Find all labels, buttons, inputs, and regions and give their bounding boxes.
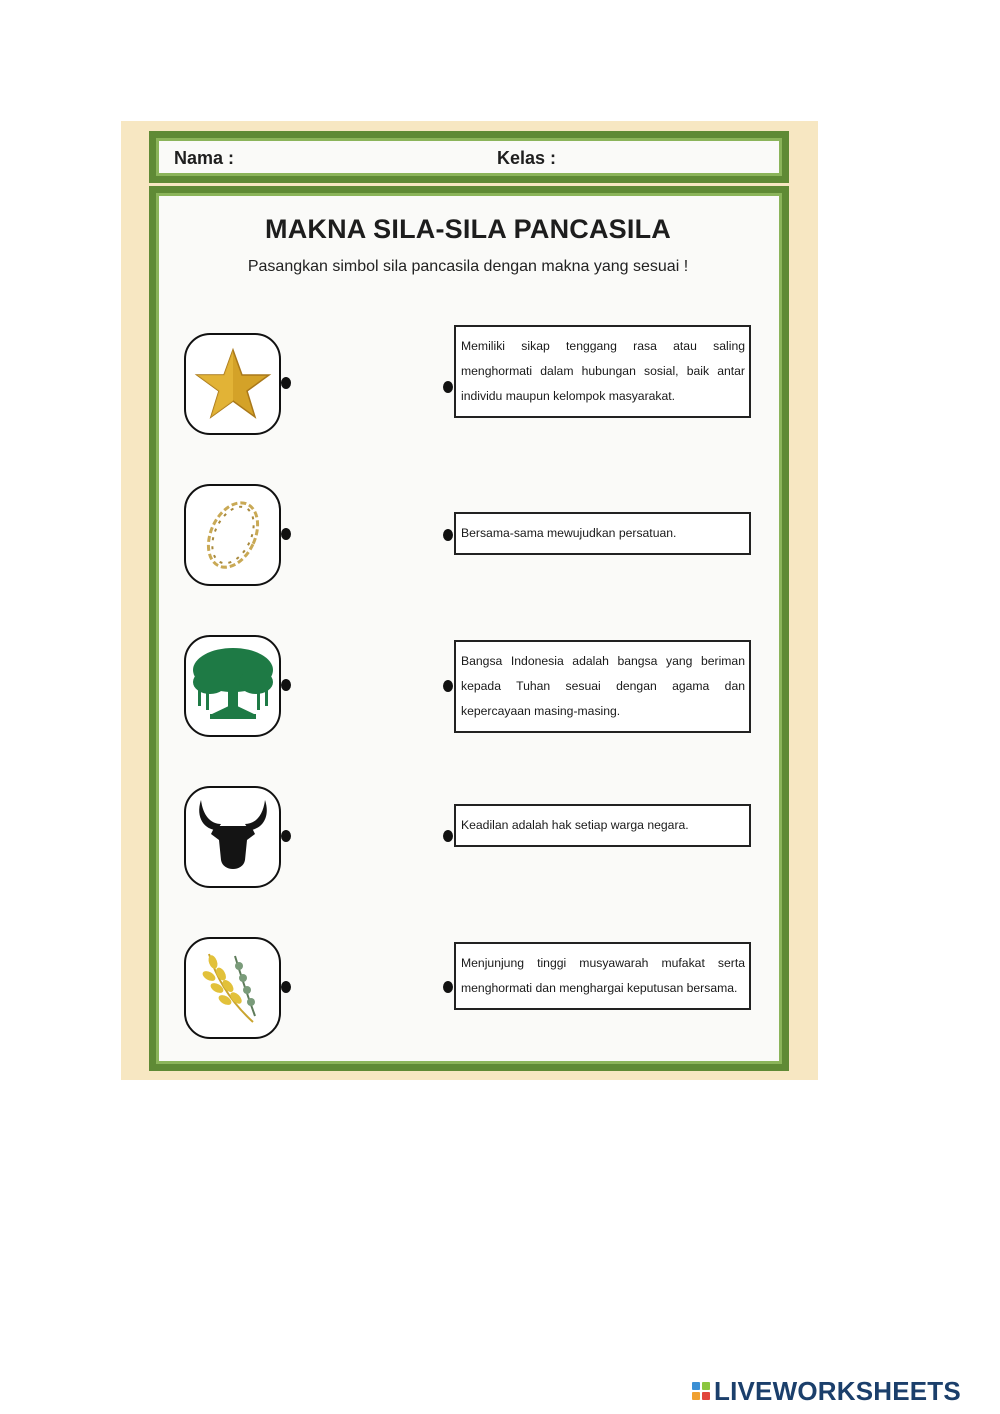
meaning-box-2: Bersama-sama mewujudkan persatuan. xyxy=(454,512,751,555)
instructions: Pasangkan simbol sila pancasila dengan makna yang sesuai ! xyxy=(247,258,689,275)
header-frame xyxy=(149,131,789,183)
symbol-connector-dot-1[interactable] xyxy=(281,377,291,389)
meaning-box-5: Menjunjung tinggi musyawarah mufakat serta menghormati dan menghargai keputusan bersama. xyxy=(454,942,751,1010)
symbol-card-bull-head xyxy=(184,786,281,888)
symbol-card-chain xyxy=(184,484,281,586)
meaning-connector-dot-5[interactable] xyxy=(443,981,453,993)
meaning-box-1: Memiliki sikap tenggang rasa atau saling menghormati dalam hubungan sosial, baik antar individu maupun kelompok masyarakat. xyxy=(454,325,751,418)
meaning-connector-dot-1[interactable] xyxy=(443,381,453,393)
bull-head-icon xyxy=(195,796,271,878)
symbol-connector-dot-5[interactable] xyxy=(281,981,291,993)
logo-text: LIVEWORKSHEETS xyxy=(714,1375,961,1406)
symbol-connector-dot-4[interactable] xyxy=(281,830,291,842)
star-icon xyxy=(193,344,273,424)
symbol-card-rice-cotton xyxy=(184,937,281,1039)
rice-cotton-icon xyxy=(195,946,271,1030)
meaning-connector-dot-4[interactable] xyxy=(443,830,453,842)
meaning-box-3: Bangsa Indonesia adalah bangsa yang beriman kepada Tuhan sesuai dengan agama dan kepercayaan masing-masing. xyxy=(454,640,751,733)
symbol-connector-dot-2[interactable] xyxy=(281,528,291,540)
class-label: Kelas : xyxy=(497,148,557,168)
chain-icon xyxy=(195,492,271,578)
symbol-connector-dot-3[interactable] xyxy=(281,679,291,691)
meaning-box-4: Keadilan adalah hak setiap warga negara. xyxy=(454,804,751,847)
meaning-connector-dot-3[interactable] xyxy=(443,680,453,692)
symbol-card-banyan-tree xyxy=(184,635,281,737)
liveworksheets-logo xyxy=(692,1376,961,1406)
logo-grid-icon xyxy=(692,1382,710,1400)
symbol-card-star xyxy=(184,333,281,435)
meaning-connector-dot-2[interactable] xyxy=(443,529,453,541)
name-label: Nama : xyxy=(174,148,235,168)
banyan-tree-icon xyxy=(190,644,276,728)
page-title: MAKNA SILA-SILA PANCASILA xyxy=(265,214,671,244)
